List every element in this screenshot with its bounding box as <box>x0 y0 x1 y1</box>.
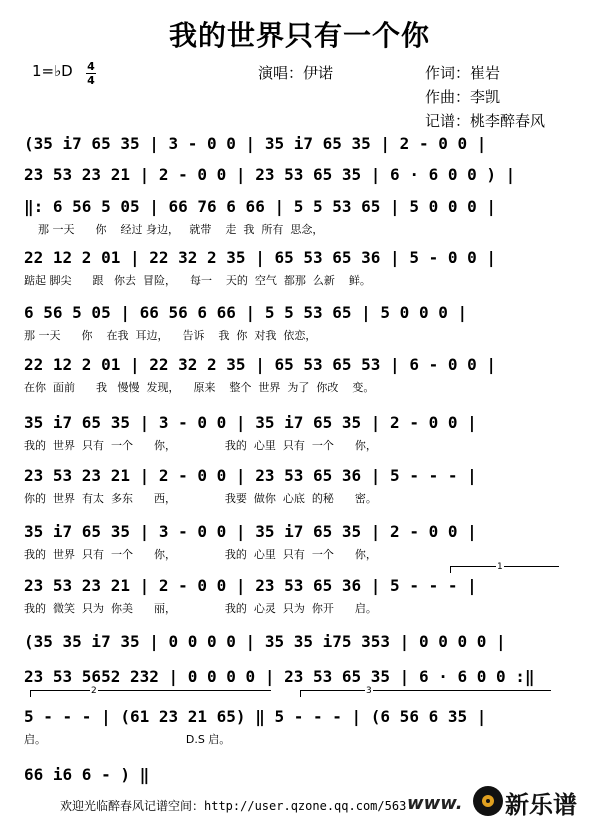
ending-number-3: 3 <box>366 686 372 696</box>
lyric-row: 那 一天 你 经过 身边， 就带 走 我 所有 思念， <box>24 223 324 236</box>
lyric-row: 我的 世界 只有 一个 你， 我的 心里 只有 一个 你， <box>24 548 377 561</box>
notation-row: 22 12 2 01 | 22 32 2 35 | 65 53 65 53 | 6 - 0 0 | <box>24 355 497 374</box>
ending-number-2: 2 <box>91 686 97 696</box>
lyric-row: 我的 世界 只有 一个 你， 我的 心里 只有 一个 你， <box>24 439 377 452</box>
time-signature <box>86 61 96 86</box>
lyric-row: 那 一天 你 在我 耳边， 告诉 我 你 对我 依恋， <box>24 329 317 342</box>
notation-row: ‖: 6 56 5 05 | 66 76 6 66 | 5 5 53 65 | 5 0 0 0 | <box>24 197 497 216</box>
notation-row: 23 53 23 21 | 2 - 0 0 | 23 53 65 36 | 5 - - - | <box>24 466 477 485</box>
notation-row: 23 53 23 21 | 2 - 0 0 | 23 53 65 36 | 5 - - - | <box>24 576 477 595</box>
key-signature: 1=♭D <box>32 62 73 80</box>
watermark-text: www. <box>407 793 463 814</box>
lyric-row: 我的 微笑 只为 你美 丽， 我的 心灵 只为 你开 启。 <box>24 602 377 615</box>
song-title: 我的世界只有一个你 <box>168 19 430 52</box>
notation-row: 22 12 2 01 | 22 32 2 35 | 65 53 65 36 | 5 - 0 0 | <box>24 248 497 267</box>
lyric-row: 启。 D.S 启。 <box>24 733 231 746</box>
ending-bracket-2 <box>30 690 271 697</box>
notation-row: 5 - - - | (61 23 21 65) ‖ 5 - - - | (6 56 6 35 | <box>24 707 487 726</box>
time-signature-top: 4 <box>87 60 95 73</box>
notation-row: 35 i7 65 35 | 3 - 0 0 | 35 i7 65 35 | 2 - 0 0 | <box>24 413 477 432</box>
notation-row: 35 i7 65 35 | 3 - 0 0 | 35 i7 65 35 | 2 - 0 0 | <box>24 522 477 541</box>
notation-row: 23 53 5652 232 | 0 0 0 0 | 23 53 65 35 | 6 · 6 0 0 :‖ <box>24 667 535 686</box>
notation-row: 6 56 5 05 | 66 56 6 66 | 5 5 53 65 | 5 0 0 0 | <box>24 303 468 322</box>
ending-bracket-1 <box>450 566 559 573</box>
ending-bracket-3 <box>300 690 551 697</box>
notation-row: 66 i6 6 - ) ‖ <box>24 765 150 784</box>
notation-row: (35 i7 65 35 | 3 - 0 0 | 35 i7 65 35 | 2 - 0 0 | <box>24 134 487 153</box>
logo-text: 新乐谱 <box>505 791 577 819</box>
lyric-row: 你的 世界 有太 多东 西， 我要 做你 心底 的秘 密。 <box>24 492 377 505</box>
lyricist-credit: 作词：崔岩 <box>425 64 501 82</box>
notation-row: 23 53 23 21 | 2 - 0 0 | 23 53 65 35 | 6 · 6 0 0 ) | <box>24 165 516 184</box>
transcriber-credit: 记谱：桃李醉春风 <box>425 112 546 130</box>
footer-text: 欢迎光临醉春风记谱空间：http://user.qzone.qq.com/563 <box>60 799 407 813</box>
lyric-row: 在你 面前 我 慢慢 发现， 原来 整个 世界 为了 你改 变。 <box>24 381 375 394</box>
lyric-row: 踮起 脚尖 跟 你去 冒险， 每一 天的 空气 都那 么新 鲜。 <box>24 274 371 287</box>
singer-credit: 演唱：伊诺 <box>258 64 334 82</box>
composer-credit: 作曲：李凯 <box>425 88 501 106</box>
ending-number-1: 1 <box>497 562 503 572</box>
notation-row: (35 35 i7 35 | 0 0 0 0 | 35 35 i75 353 | 0 0 0 0 | <box>24 632 506 651</box>
time-signature-bottom: 4 <box>87 74 95 87</box>
